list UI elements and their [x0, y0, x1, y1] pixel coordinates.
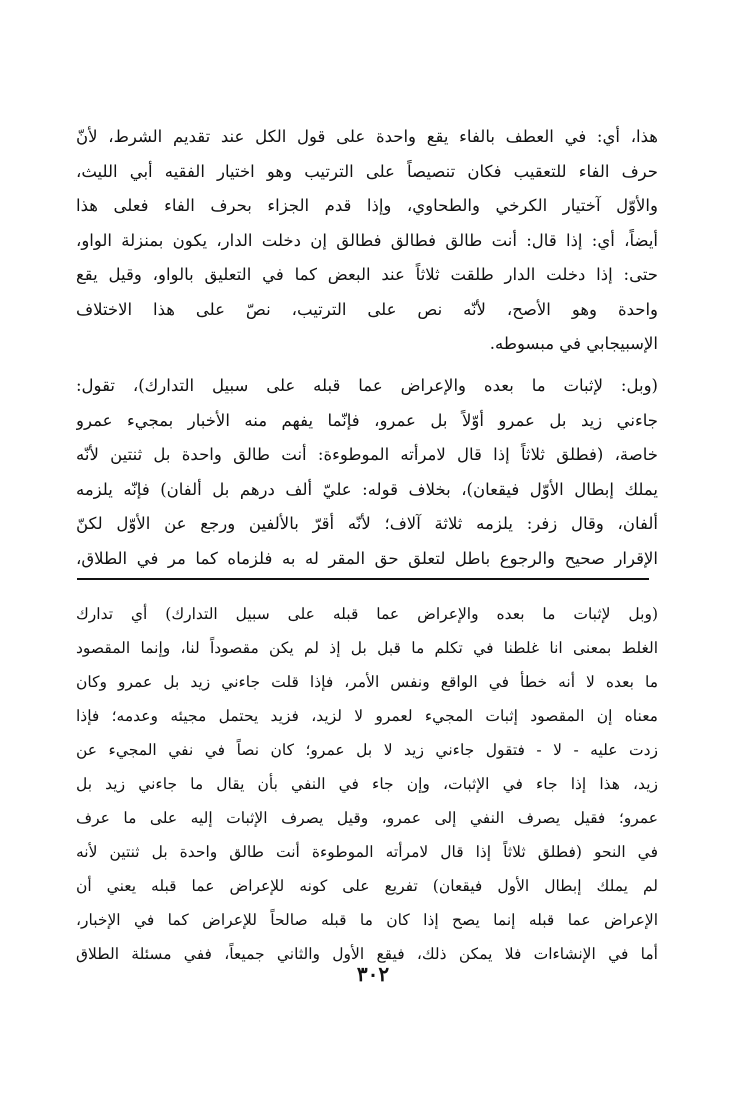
footnote-line: زيد، هذا إذا جاء في الإثبات، وإن جاء في النفي بأن يقال ما جاءني زيد بل [76, 775, 658, 793]
text-line: جاءني زيد بل عمرو أوّلاً بل عمرو، فإنّما يفهم منه الأخبار بمجيء عمرو [76, 410, 658, 430]
main-paragraph-2 [76, 369, 658, 576]
footnote-line: في النحو (فطلق ثلاثاً إذا قال لامرأته الموطوءة أنت طالق واحدة بل ثنتين لأنه [76, 843, 658, 861]
text-line: واحدة وهو الأصح، لأنّه نص على الترتيب، نصّ على هذا الاختلاف [76, 299, 658, 319]
text-line: يملك إبطال الأوّل فيقعان)، بخلاف قوله: عليّ ألف درهم بل ألفان) فإنّه يلزمه [76, 479, 658, 499]
footnote-divider [77, 578, 649, 580]
footnote-line: عمرو؛ فقيل يصرف النفي إلى عمرو، وقيل يصرف الإثبات إليه على ما عرف [76, 809, 658, 827]
footnote-line: معناه إن المقصود إثبات المجيء لعمرو لا لزيد، فزيد يحتمل مجيئه وعدمه؛ فإذا [76, 707, 658, 725]
text-line: حتى: إذا دخلت الدار طلقت ثلاثاً عند البعض كما في التعليق بالواو، وقيل يقع [76, 265, 658, 284]
footnote-line: زدت عليه - لا - فتقول جاءني زيد لا بل عمرو؛ كان نصاً في نفي المجيء عن [76, 741, 658, 759]
text-line: أيضاً، أي: إذا قال: أنت طالق فطالق فطالق إن دخلت الدار، يكون بمنزلة الواو، [76, 230, 658, 250]
footnote-line: أما في الإنشاءات فلا يمكن ذلك، فيقع الأول والثاني جميعاً، ففي مسئلة الطلاق [76, 945, 658, 963]
footnote-line: (وبل لإثبات ما بعده والإعراض عما قبله على سبيل التدارك) أي تدارك [76, 605, 658, 623]
text-line: خاصة، (فطلق ثلاثاً إذا قال لامرأته الموطوءة: أنت طالق واحدة بل ثنتين لأنّه [76, 445, 658, 464]
text-line: الإقرار صحيح والرجوع باطل لتعلق حق المقر له به فلزماه كما مر في الطلاق، [76, 548, 658, 568]
main-paragraph-1 [76, 120, 658, 362]
page-number: ٣٠٢ [356, 962, 390, 986]
text-line: ألفان، وقال زفر: يلزمه ثلاثة آلاف؛ لأنّه أقرّ بالألفين ورجع عن الأوّل لكنّ [76, 514, 658, 533]
footnote-line: لم يملك إبطال الأول فيقعان) تفريع على كونه للإعراض عما قبله يعني أن [76, 877, 658, 895]
text-line: حرف الفاء للتعقيب فكان تنصيصاً على الترتيب وهو اختيار الفقيه أبي الليث، [76, 161, 658, 181]
text-line: هذا، أي: في العطف بالفاء يقع واحدة على قول الكل عند تقديم الشرط، لأنّ [76, 127, 658, 146]
text-line: (وبل: لإثبات ما بعده والإعراض عما قبله على سبيل التدارك)، تقول: [76, 376, 658, 395]
footnote-commentary [76, 597, 658, 971]
text-line: والأوّل آختيار الكرخي والطحاوي، وإذا قدم الجزاء بحرف الفاء فعلى هذا [76, 196, 658, 215]
footnote-line: الغلط بمعنى انا غلطنا في تكلم ما قبل بل إذ لم يكن مقصوداً لنا، وإنما المقصود [76, 639, 658, 657]
footnote-line: الإعراض عما قبله إنما يصح إذا كان ما قبله صالحاً للإعراض كما في الإخبار، [76, 911, 658, 929]
footnote-line: ما بعده لا أنه خطأ في الواقع ونفس الأمر، فإذا قلت جاءني زيد بل عمرو وكان [76, 673, 658, 691]
text-line: الإسبيجابي في مبسوطه. [489, 334, 658, 353]
